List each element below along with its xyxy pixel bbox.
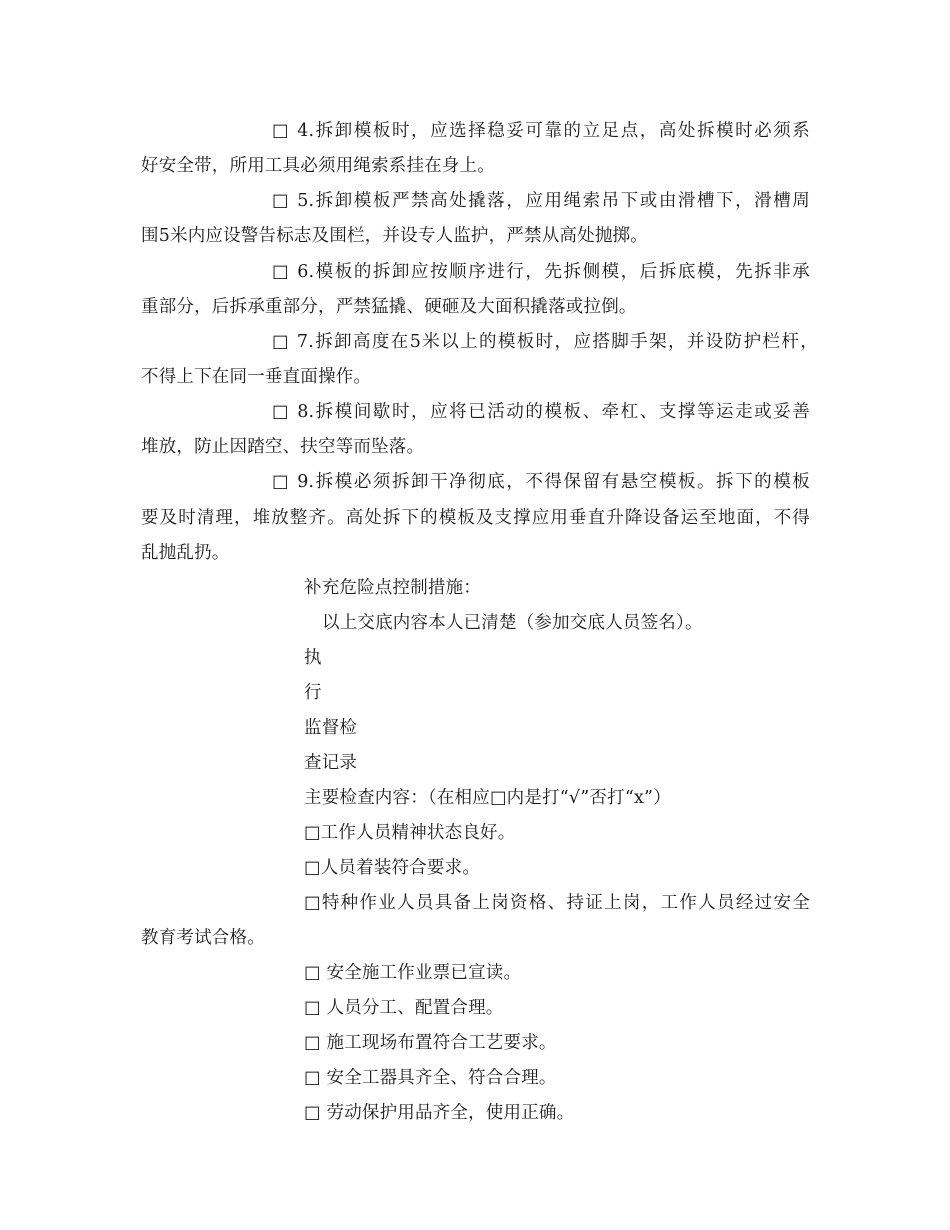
check-item-special-qualification-line-2: 教育考试合格。 [141, 928, 265, 948]
rule-9-line-1: □ 9.拆模必须拆卸干净彻底，不得保留有悬空模板。拆下的模板 [272, 472, 810, 492]
rule-9-line-2: 要及时清理，堆放整齐。高处拆下的模板及支撑应用垂直升降设备运至地面，不得 [141, 508, 810, 528]
rule-5-line-2: 围5米内应设警告标志及围栏，并设专人监护，严禁从高处抛掷。 [141, 226, 648, 246]
rule-6-line-2: 重部分，后拆承重部分，严禁猛撬、硬砸及大面积撬落或拉倒。 [141, 297, 637, 317]
supervision-label-2: 查记录 [304, 753, 358, 773]
main-check-title: 主要检查内容：（在相应□内是打“√”否打“x”） [304, 788, 671, 808]
check-item-site-layout: □ 施工现场布置符合工艺要求。 [304, 1033, 557, 1053]
rule-6-line-1: □ 6.模板的拆卸应按顺序进行，先拆侧模，后拆底模，先拆非承 [272, 262, 810, 282]
check-item-mental-state: □工作人员精神状态良好。 [304, 823, 516, 843]
rule-8-line-2: 堆放，防止因踏空、扶空等而坠落。 [141, 437, 425, 457]
check-item-dress-code: □人员着装符合要求。 [304, 858, 481, 878]
check-item-special-qualification-line-1: □特种作业人员具备上岗资格、持证上岗，工作人员经过安全 [304, 893, 810, 913]
rule-9-line-3: 乱抛乱扔。 [141, 543, 230, 563]
acknowledgement-text: 以上交底内容本人已清楚（参加交底人员签名）。 [322, 613, 703, 633]
supervision-label-1: 监督检 [304, 718, 358, 738]
check-item-staff-allocation: □ 人员分工、配置合理。 [304, 998, 504, 1018]
rule-5-line-1: □ 5.拆卸模板严禁高处撬落，应用绳索吊下或由滑槽下，滑槽周 [272, 191, 810, 211]
rule-4-line-2: 好安全带，所用工具必须用绳索系挂在身上。 [141, 156, 495, 176]
check-item-work-ticket: □ 安全施工作业票已宣读。 [304, 963, 522, 983]
rule-7-line-1: □ 7.拆卸高度在5米以上的模板时，应搭脚手架，并设防护栏杆， [272, 332, 818, 352]
check-item-safety-tools: □ 安全工器具齐全、符合合理。 [304, 1068, 557, 1088]
execution-label-1: 执 [304, 648, 322, 668]
check-item-protective-equipment: □ 劳动保护用品齐全，使用正确。 [304, 1103, 575, 1123]
rule-7-line-2: 不得上下在同一垂直面操作。 [141, 367, 372, 387]
execution-label-2: 行 [304, 683, 322, 703]
rule-4-line-1: □ 4.拆卸模板时，应选择稳妥可靠的立足点，高处拆模时必须系 [272, 121, 810, 141]
rule-8-line-1: □ 8.拆模间歇时，应将已活动的模板、牵杠、支撑等运走或妥善 [272, 402, 810, 422]
supplement-measures-label: 补充危险点控制措施： [304, 578, 481, 598]
